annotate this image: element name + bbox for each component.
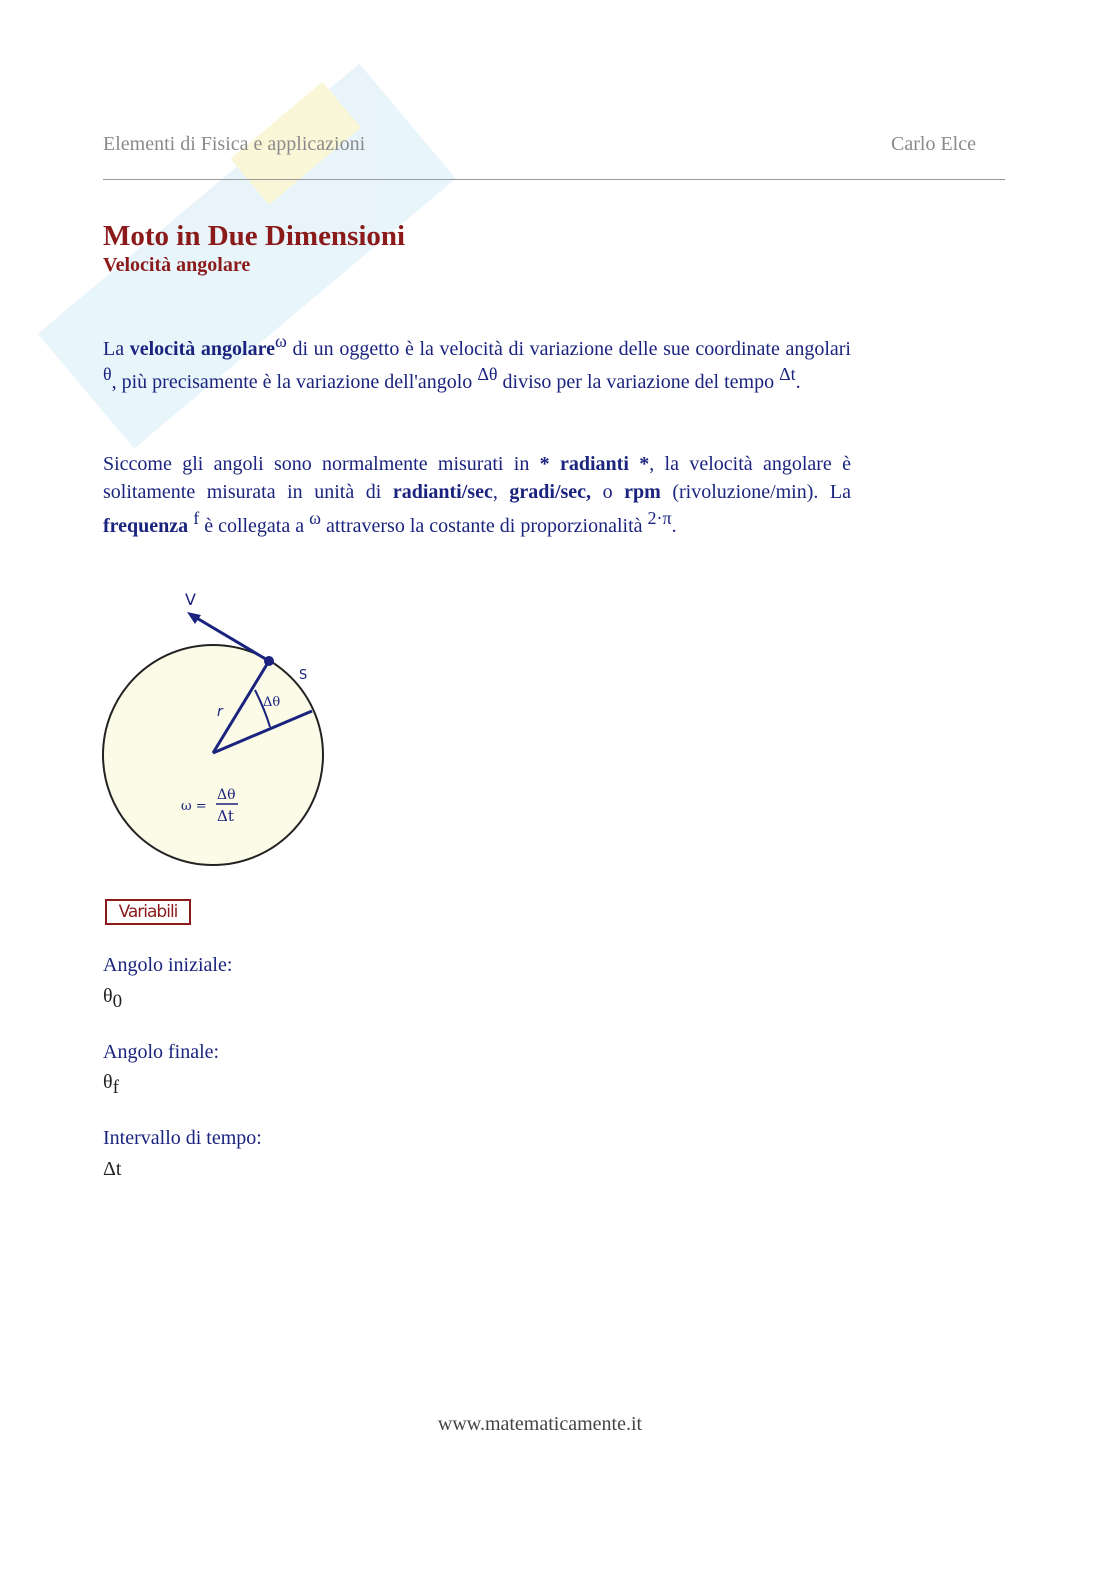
variable-label-time-interval: Intervallo di tempo: <box>103 1127 262 1149</box>
paragraph-definition: La velocità angolareω di un oggetto è la velocità di variazione delle sue coordinate angolari θ, più precisamente è la variazione dell'angolo Δθ diviso per la variazione del tempo Δt. <box>103 331 851 393</box>
circle <box>103 645 323 865</box>
omega-symbol: ω <box>274 331 287 351</box>
delta-t-symbol: Δt <box>779 364 796 384</box>
label-r: r <box>217 704 223 720</box>
f-symbol: f <box>193 508 200 528</box>
paragraph-units: Siccome gli angoli sono normalmente misurati in * radianti *, la velocità angolare è solitamente misurata in unità di radianti/sec, gradi/sec, o rpm (rivoluzione/min). La frequenza f è collegata a ω attraverso la costante di proporzionalità 2·π. <box>103 453 852 537</box>
formula-numerator: Δθ <box>217 787 236 803</box>
header-title: Elementi di Fisica e applicazioni <box>103 133 366 155</box>
formula-denominator: Δt <box>217 807 234 825</box>
header-author: Carlo Elce <box>891 133 976 155</box>
velocity-arrow-head <box>187 612 201 624</box>
label-v: V <box>185 590 196 609</box>
watermark-logo <box>0 0 520 520</box>
formula-omega: ω = <box>181 799 207 814</box>
header-rule <box>103 179 1005 180</box>
label-s: S <box>299 668 308 683</box>
two-pi-symbol: 2·π <box>647 508 672 528</box>
variable-label-final-angle: Angolo finale: <box>103 1041 220 1063</box>
variable-symbol-theta-f: $\theta_f$ <box>103 1071 119 1098</box>
delta-theta-symbol: Δθ <box>477 364 498 384</box>
angular-velocity-diagram <box>95 585 335 875</box>
page-subtitle: Velocità angolare <box>103 254 251 276</box>
variable-symbol-delta-t: Δt <box>103 1158 122 1180</box>
theta-symbol: θ <box>103 364 112 384</box>
variables-badge: Variabili <box>105 899 191 925</box>
footer-url: www.matematicamente.it <box>437 1413 643 1435</box>
variable-symbol-theta-0: $\theta_0$ <box>103 985 123 1012</box>
page-title: Moto in Due Dimensioni <box>103 220 406 252</box>
label-dtheta: Δθ <box>263 695 281 710</box>
variable-label-initial-angle: Angolo iniziale: <box>103 954 233 976</box>
omega-symbol-2: ω <box>309 508 321 528</box>
